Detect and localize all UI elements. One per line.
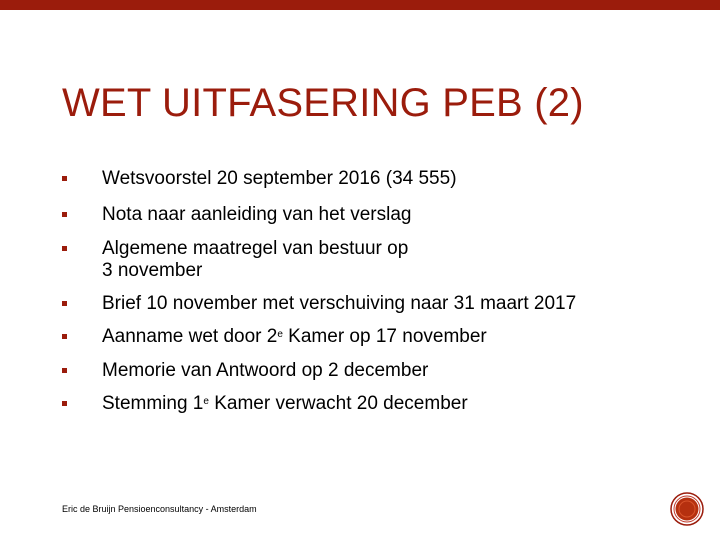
square-bullet-icon (62, 246, 67, 251)
bullet-text-part: Kamer verwacht 20 december (208, 393, 468, 414)
bullet-text: Memorie van Antwoord op 2 december (102, 360, 429, 381)
square-bullet-icon (62, 212, 67, 217)
bullet-text-line-2: 3 november (102, 260, 203, 281)
top-accent-bar (0, 0, 720, 10)
bullet-text: Brief 10 november met verschuiving naar 31 maart 2017 (102, 293, 577, 314)
superscript: e (277, 329, 283, 340)
bullet-text-part: Kamer op 17 november (282, 326, 487, 347)
bullet-text: Nota naar aanleiding van het verslag (102, 204, 412, 225)
square-bullet-icon (62, 368, 67, 373)
circular-logo-icon (670, 492, 704, 526)
bullet-text (102, 326, 662, 348)
square-bullet-icon (62, 176, 67, 181)
bullet-text-line-1: Algemene maatregel van bestuur op (102, 238, 409, 259)
bullet-text: Wetsvoorstel 20 september 2016 (34 555) (102, 168, 457, 189)
square-bullet-icon (62, 301, 67, 306)
bullet-text-part: Aanname wet door 2 (102, 326, 278, 347)
superscript: e (203, 396, 209, 407)
square-bullet-icon (62, 334, 67, 339)
square-bullet-icon (62, 401, 67, 406)
bullet-text-part: Stemming 1 (102, 393, 204, 414)
slide-title: WET UITFASERING PEB (2) (62, 81, 584, 125)
bullet-text (102, 393, 662, 415)
bullet-text (102, 238, 662, 282)
footer-text: Eric de Bruijn Pensioenconsultancy - Amsterdam (62, 504, 257, 514)
